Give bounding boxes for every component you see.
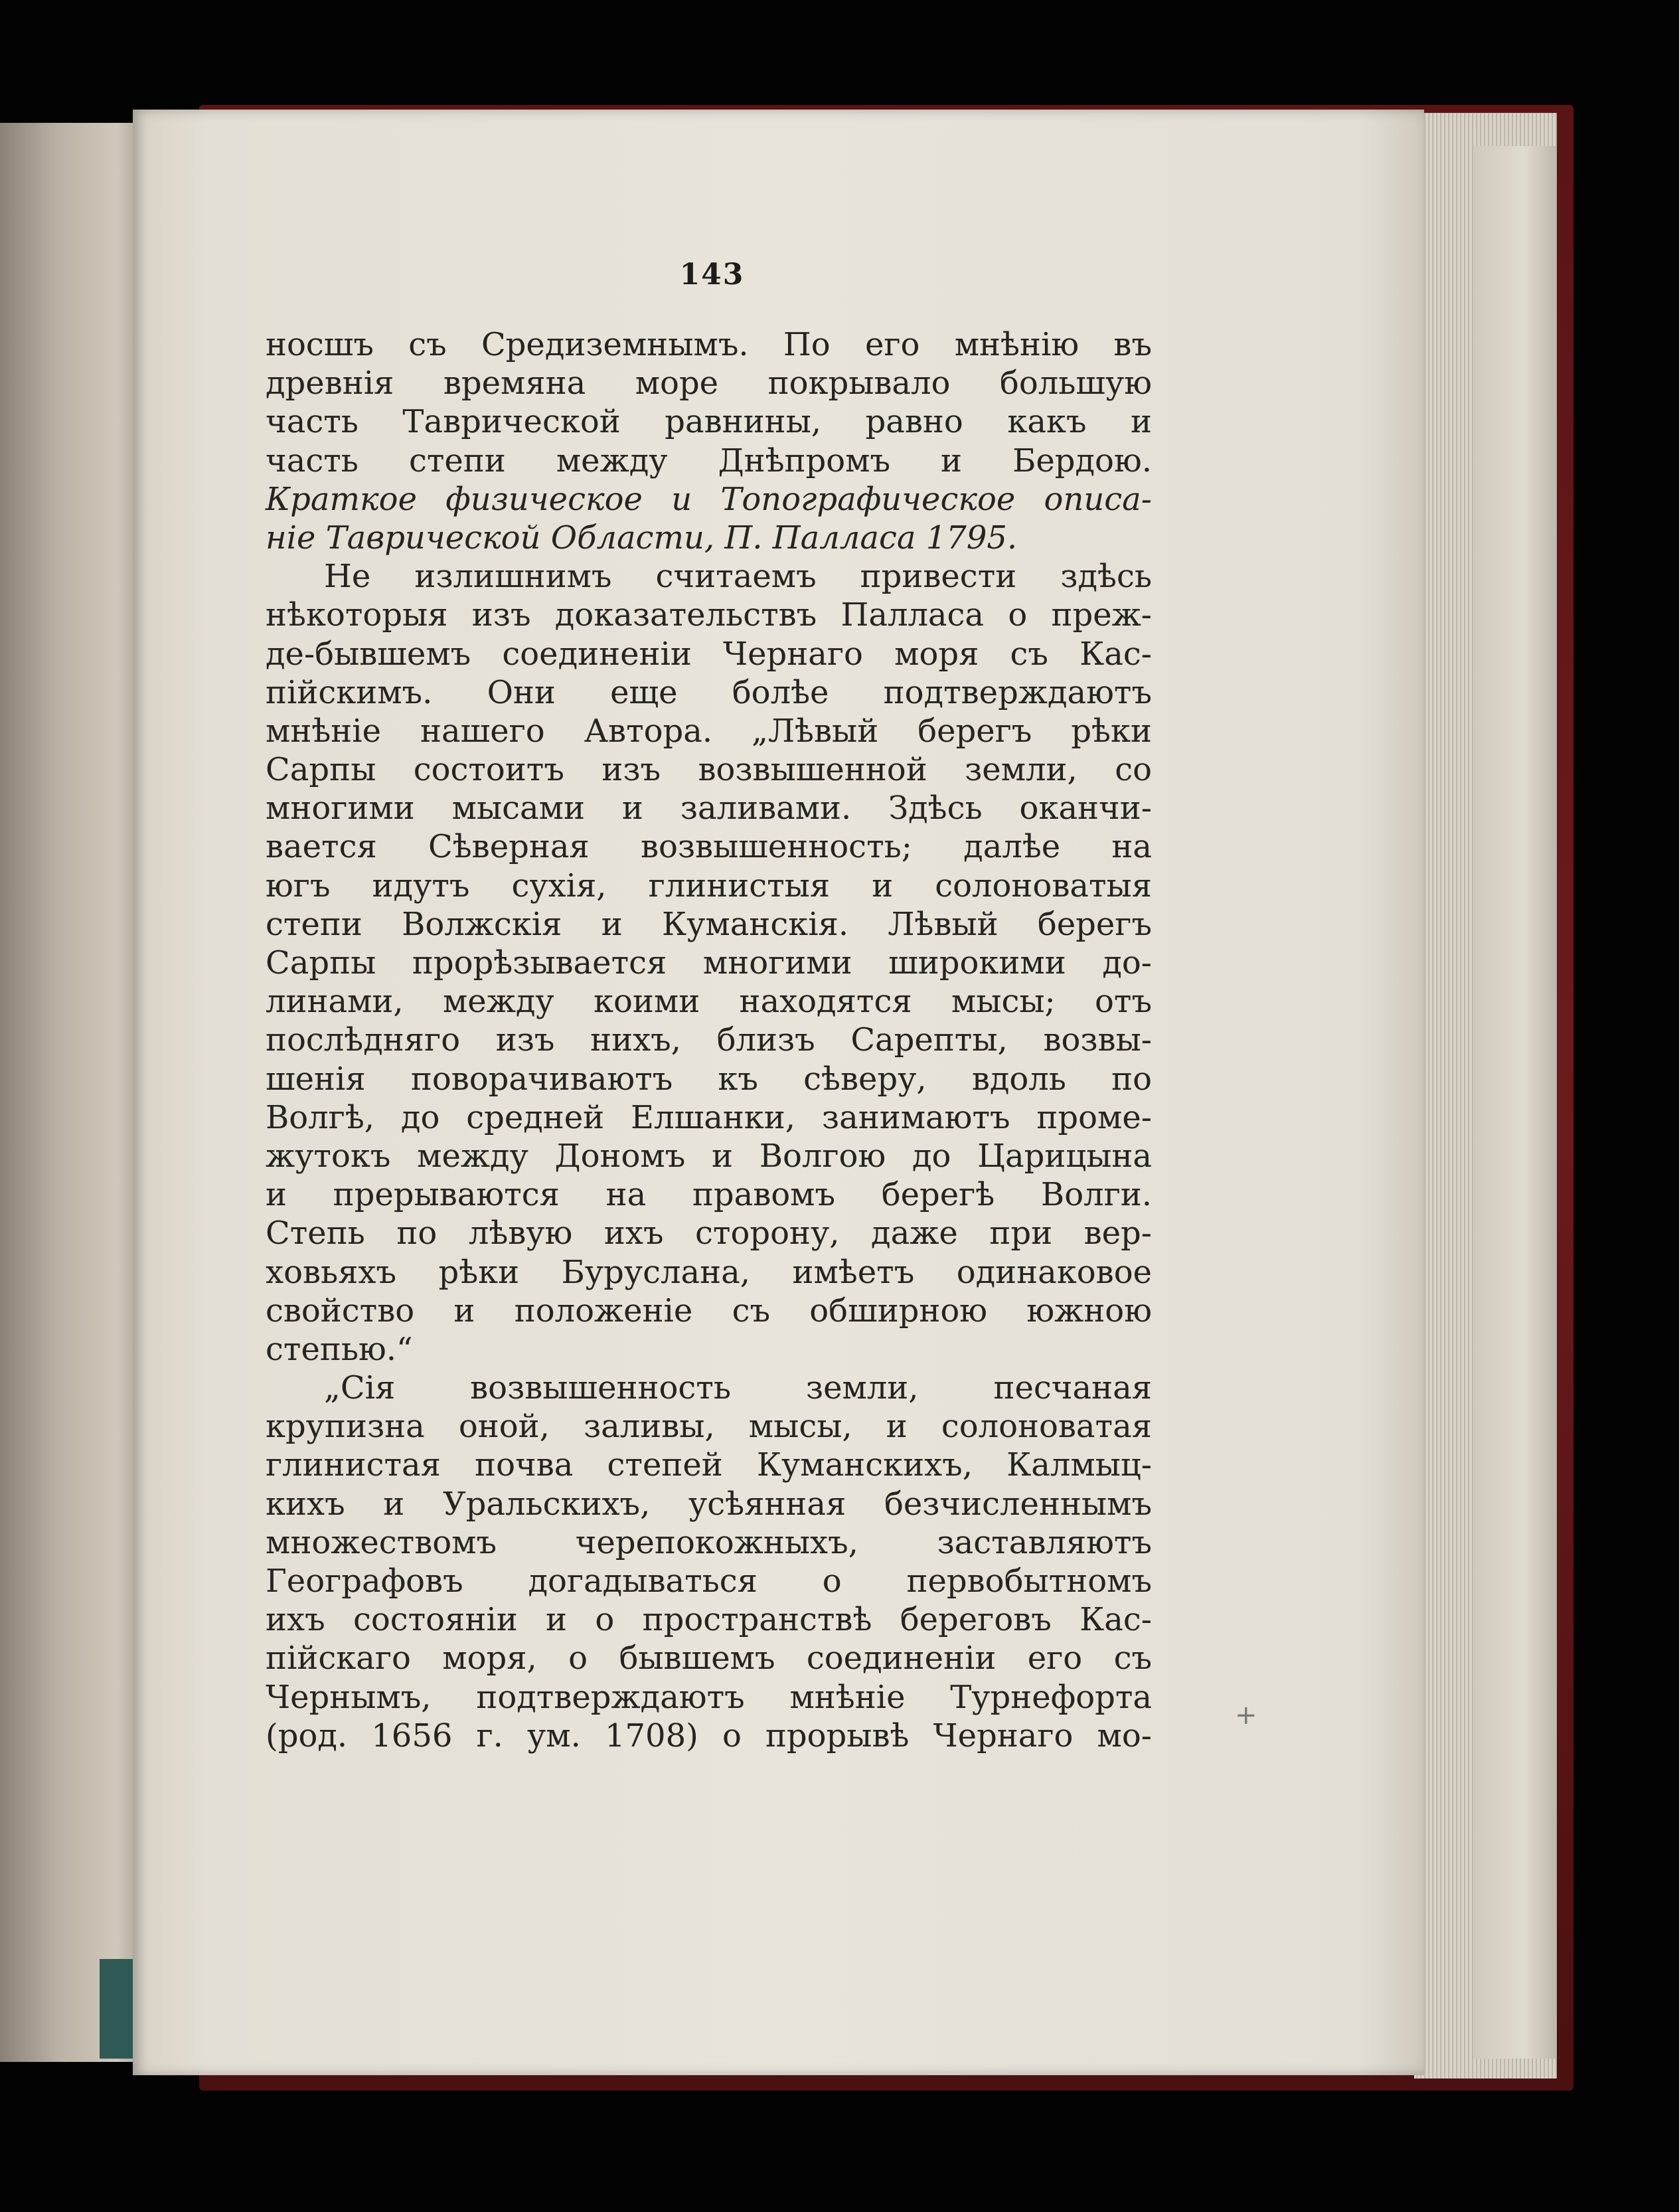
text-line: и прерываются на правомъ берегѣ Волги.: [266, 1176, 1152, 1214]
text-line: пійскимъ. Они еще болѣе подтверждаютъ: [266, 673, 1152, 711]
text-line: жутокъ между Дономъ и Волгою до Царицына: [266, 1137, 1152, 1175]
text-line: Краткое физическое и Топографическое описа-: [266, 480, 1152, 518]
page-number: 143: [679, 258, 745, 292]
text-line: крупизна оной, заливы, мысы, и солоноватая: [266, 1408, 1152, 1446]
text-line: кихъ и Уральскихъ, усѣянная безчисленнымъ: [266, 1485, 1152, 1523]
text-line: ніе Таврической Области, П. Палласа 1795.: [266, 519, 1018, 556]
text-line: Сарпы прорѣзывается многими широкими до-: [266, 944, 1152, 981]
text-line: линами, между коими находятся мысы; отъ: [266, 983, 1152, 1021]
text-line: глинистая почва степей Куманскихъ, Калмыц-: [266, 1446, 1152, 1484]
text-line: Географовъ догадываться о первобытномъ: [266, 1563, 1152, 1600]
text-line: Сарпы состоитъ изъ возвышенной земли, со: [266, 751, 1152, 789]
text-line: Волгѣ, до средней Елшанки, занимаютъ проме-: [266, 1098, 1152, 1136]
text-line: „Сія возвышенность земли, песчаная: [324, 1369, 1152, 1407]
page-stack-inner: [1474, 146, 1557, 2059]
text-line: множествомъ черепокожныхъ, заставляютъ: [266, 1523, 1152, 1561]
text-line: часть степи между Днѣпромъ и Бердою.: [266, 442, 1152, 479]
text-line: степью.“: [266, 1330, 413, 1368]
text-line: многими мысами и заливами. Здѣсь оканчи-: [266, 790, 1152, 827]
text-line: Степь по лѣвую ихъ сторону, даже при вер-: [266, 1215, 1152, 1252]
text-line: ховьяхъ рѣки Буруслана, имѣетъ одинаковое: [266, 1253, 1152, 1291]
text-line: вается Сѣверная возвышенность; далѣе на: [266, 828, 1152, 866]
page-text: [266, 325, 1152, 1755]
text-line: нѣкоторыя изъ доказательствъ Палласа о преж-: [266, 596, 1152, 634]
text-line: мнѣніе нашего Автора. „Лѣвый берегъ рѣки: [266, 712, 1152, 750]
text-line: (род. 1656 г. ум. 1708) о прорывѣ Чернаго мо-: [266, 1717, 1152, 1754]
text-line: де-бывшемъ соединеніи Чернаго моря съ Кас-: [266, 635, 1152, 673]
margin-pencil-mark: +: [1235, 1700, 1257, 1731]
left-page-edge: [0, 123, 146, 2062]
text-line: пійскаго моря, о бывшемъ соединеніи его съ: [266, 1640, 1152, 1677]
text-line: ихъ состояніи и о пространствѣ береговъ Кас-: [266, 1601, 1152, 1639]
text-line: югъ идутъ сухія, глинистыя и солоноватыя: [266, 867, 1152, 904]
text-line: часть Таврической равнины, равно какъ и: [266, 403, 1152, 441]
text-line: древнія времяна море покрывало большую: [266, 365, 1152, 402]
text-line: шенія поворачиваютъ къ сѣверу, вдоль по: [266, 1060, 1152, 1098]
text-line: Не излишнимъ считаемъ привести здѣсь: [324, 558, 1152, 596]
text-line: Чернымъ, подтверждаютъ мнѣніе Турнефорта: [266, 1678, 1152, 1716]
text-line: послѣдняго изъ нихъ, близъ Сарепты, возвы-: [266, 1021, 1152, 1059]
text-line: степи Волжскія и Куманскія. Лѣвый берегъ: [266, 905, 1152, 943]
text-line: носшъ съ Средиземнымъ. По его мнѣнію въ: [266, 326, 1152, 363]
text-line: свойство и положеніе съ обширною южною: [266, 1292, 1152, 1329]
